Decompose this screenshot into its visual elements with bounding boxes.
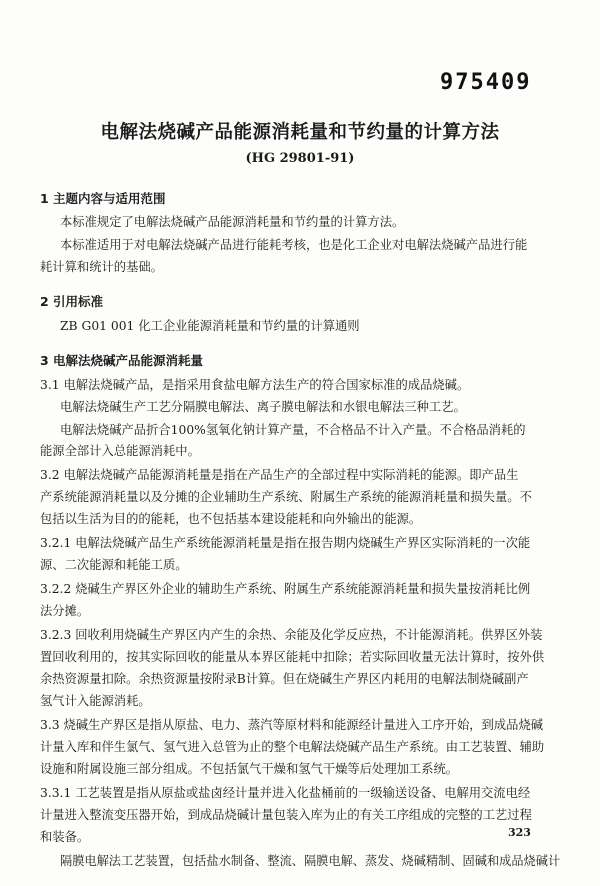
paragraph-line: 电解法烧碱生产工艺分隔膜电解法、离子膜电解法和水银电解法三种工艺。 <box>60 400 466 414</box>
paragraph-line: 计量入库和伴生氯气、氢气进入总管为止的整个电解法烧碱产品生产系统。由工艺装置、辅助 <box>40 740 545 754</box>
document-number: 975409 <box>440 70 532 95</box>
paragraph-line: 法分摊。 <box>40 604 90 618</box>
paragraph-line: 电解法烧碱产品折合100%氢氧化钠计算产量，不合格品不计入产量。不合格品消耗的 <box>60 423 526 437</box>
clause-3-2-1: 3.2.1 电解法烧碱产品生产系统能源消耗量是指在报告期内烧碱生产界区实际消耗的一次能 <box>40 536 531 550</box>
paragraph-line: 余热资源量扣除。余热资源量按附录B计算。但在烧碱生产界区内耗用的电解法制烧碱副产 <box>40 672 529 686</box>
paragraph-line: 和装备。 <box>40 830 90 844</box>
paragraph-line: 隔膜电解法工艺装置，包括盐水制备、整流、隔膜电解、蒸发、烧碱精制、固碱和成品烧碱计 <box>60 854 561 868</box>
section-2-heading: 2 引用标准 <box>40 294 104 309</box>
paragraph-line: 能源全部计入总能源消耗中。 <box>40 444 200 458</box>
clause-3-3: 3.3 烧碱生产界区是指从原盐、电力、蒸汽等原材料和能源经计量进入工序开始，到成品烧碱 <box>40 718 544 732</box>
paragraph-line: 计量进入整流变压器开始，到成品烧碱计量包装入库为止的有关工序组成的完整的工艺过程 <box>40 808 532 822</box>
paragraph-line: 源、二次能源和耗能工质。 <box>40 558 188 572</box>
paragraph-line: 本标准适用于对电解法烧碱产品进行能耗考核，也是化工企业对电解法烧碱产品进行能 <box>60 238 528 252</box>
paragraph-line: 包括以生活为目的的能耗，也不包括基本建设能耗和向外输出的能源。 <box>40 512 422 526</box>
paragraph-line: 置回收利用的，按其实际回收的能量从本界区能耗中扣除；若实际回收量无法计算时，按外供 <box>40 650 545 664</box>
document-title: 电解法烧碱产品能源消耗量和节约量的计算方法 <box>100 122 500 143</box>
clause-3-2: 3.2 电解法烧碱产品能源消耗量是指在产品生产的全部过程中实际消耗的能源。即产品生 <box>40 468 519 482</box>
clause-3-1: 3.1 电解法烧碱产品，是指采用食盐电解方法生产的符合国家标准的成品烧碱。 <box>40 378 470 392</box>
paragraph-line: 耗计算和统计的基础。 <box>40 260 163 274</box>
reference-line: ZB G01 001 化工企业能源消耗量和节约量的计算通则 <box>60 319 360 333</box>
page-number: 323 <box>508 826 531 839</box>
standard-code: (HG 29801-91) <box>245 151 355 166</box>
clause-3-2-2: 3.2.2 烧碱生产界区外企业的辅助生产系统、附属生产系统能源消耗量和损失量按消耗比例 <box>40 582 531 596</box>
paragraph-line: 本标准规定了电解法烧碱产品能源消耗量和节约量的计算方法。 <box>60 215 405 229</box>
clause-3-3-1: 3.3.1 工艺装置是指从原盐或盐卤经计量并进入化盐桶前的一级输送设备、电解用交流电经 <box>40 786 531 800</box>
section-3-heading: 3 电解法烧碱产品能源消耗量 <box>40 353 204 368</box>
paragraph-line: 氢气计入能源消耗。 <box>40 694 151 708</box>
section-1-heading: 1 主题内容与适用范围 <box>40 191 166 206</box>
paragraph-line: 产系统能源消耗量以及分摊的企业辅助生产系统、附属生产系统的能源消耗量和损失量。不 <box>40 490 532 504</box>
paragraph-line: 设施和附属设施三部分组成。不包括氯气干燥和氢气干燥等后处理加工系统。 <box>40 762 459 776</box>
clause-3-2-3: 3.2.3 回收利用烧碱生产界区内产生的余热、余能及化学反应热，不计能源消耗。供界区外装 <box>40 628 543 642</box>
